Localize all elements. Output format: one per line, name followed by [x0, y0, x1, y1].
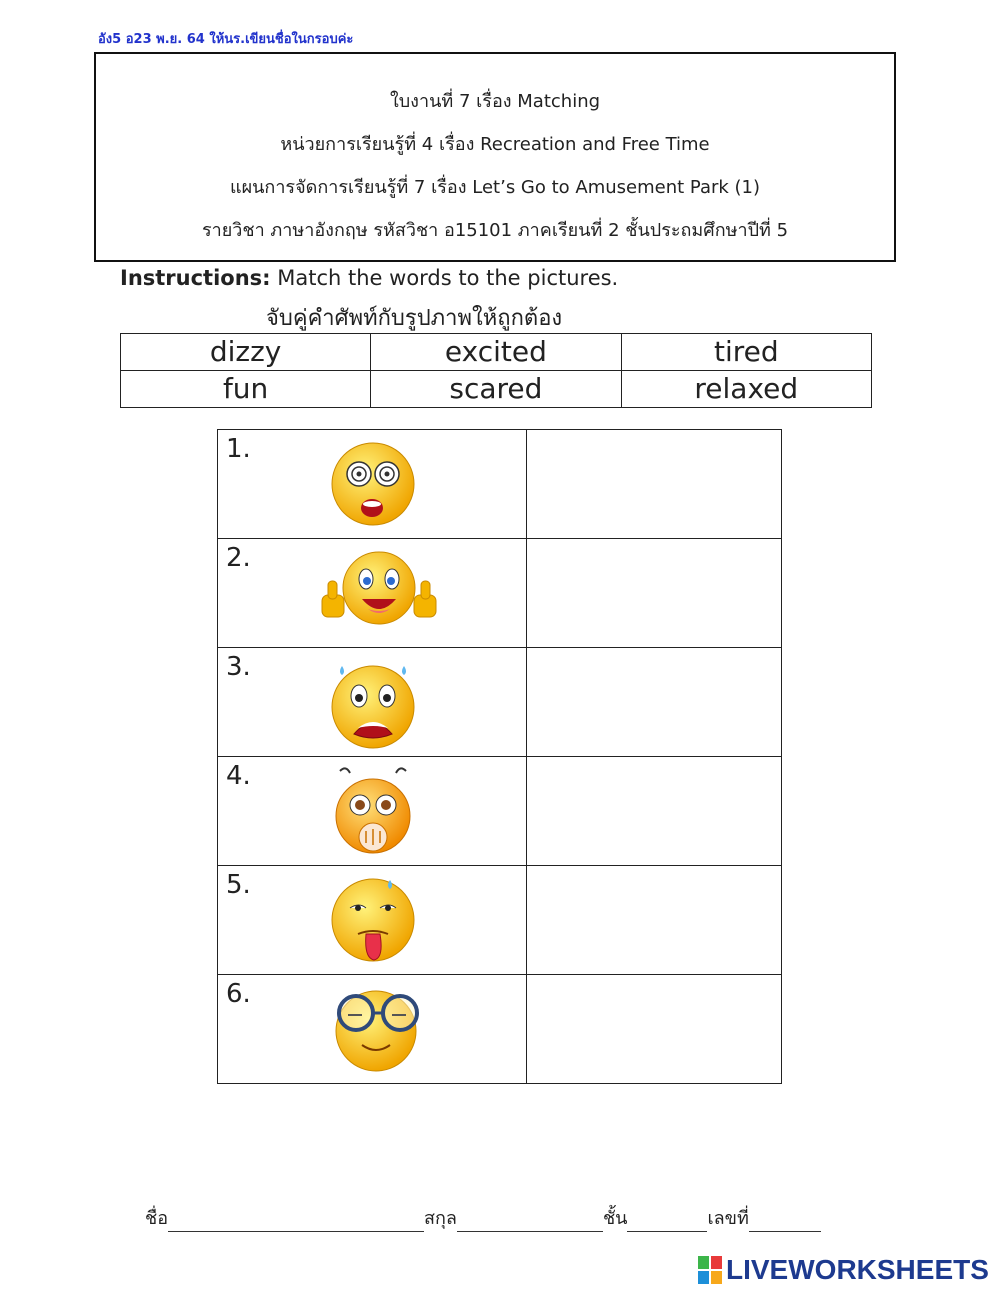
header-title: ใบงานที่ 7 เรื่อง Matching: [389, 91, 601, 112]
answer-cell[interactable]: [527, 757, 782, 866]
picture-cell: [218, 539, 527, 648]
relaxed-face-glasses-icon: [328, 979, 428, 1079]
instructions: [120, 266, 618, 290]
word-bank-row: [121, 334, 872, 371]
class-label: ชั้น: [602, 1208, 628, 1229]
table-row: [218, 757, 782, 866]
matching-table: [217, 429, 782, 1084]
number-label: เลขที่: [707, 1208, 749, 1229]
surname-field[interactable]: [457, 1211, 603, 1232]
student-info-footer: [145, 1203, 821, 1232]
thumbs-up-face-icon: [314, 543, 444, 639]
tired-face-icon: [328, 870, 418, 970]
word-bank-table: [120, 333, 872, 408]
word-bank-row: [121, 371, 872, 408]
header-subject: รายวิชา ภาษาอังกฤษ รหัสวิชา อ15101 ภาคเรียนที่ 2 ชั้นประถมศึกษาปีที่ 5: [201, 220, 789, 241]
item-number: 6.: [226, 979, 251, 1009]
word-fun[interactable]: fun: [121, 371, 371, 408]
name-label: ชื่อ: [145, 1208, 169, 1229]
worksheet-header: [94, 52, 896, 262]
answer-cell[interactable]: [527, 539, 782, 648]
class-field[interactable]: [627, 1211, 707, 1232]
brand-name: LIVEWORKSHEETS: [726, 1254, 989, 1285]
item-number: 1.: [226, 434, 251, 464]
answer-cell[interactable]: [527, 866, 782, 975]
dizzy-face-icon: [328, 434, 418, 530]
picture-cell: [218, 430, 527, 539]
table-row: [218, 648, 782, 757]
table-row: [218, 975, 782, 1084]
answer-cell[interactable]: [527, 975, 782, 1084]
item-number: 3.: [226, 652, 251, 682]
word-excited[interactable]: excited: [371, 334, 621, 371]
instructions-thai: จับคู่คำศัพท์กับรูปภาพให้ถูกต้อง: [266, 306, 563, 331]
picture-cell: [218, 866, 527, 975]
item-number: 4.: [226, 761, 251, 791]
word-relaxed[interactable]: relaxed: [621, 371, 871, 408]
word-scared[interactable]: scared: [371, 371, 621, 408]
picture-cell: [218, 757, 527, 866]
table-row: [218, 866, 782, 975]
picture-cell: [218, 648, 527, 757]
picture-cell: [218, 975, 527, 1084]
name-field[interactable]: [168, 1211, 424, 1232]
item-number: 5.: [226, 870, 251, 900]
answer-cell[interactable]: [527, 430, 782, 539]
item-number: 2.: [226, 543, 251, 573]
word-tired[interactable]: tired: [621, 334, 871, 371]
surname-label: สกุล: [424, 1208, 457, 1229]
table-row: [218, 430, 782, 539]
scared-face-icon: [328, 652, 418, 752]
liveworksheets-logo: [698, 1254, 989, 1286]
table-row: [218, 539, 782, 648]
teacher-note: อัง5 อ23 พ.ย. 64 ให้นร.เขียนชื่อในกรอบค่ะ: [98, 32, 354, 47]
excited-face-icon: [328, 761, 418, 861]
answer-cell[interactable]: [527, 648, 782, 757]
number-field[interactable]: [749, 1211, 821, 1232]
header-unit: หน่วยการเรียนรู้ที่ 4 เรื่อง Recreation and Free Time: [280, 134, 710, 155]
instructions-label: Instructions:: [120, 266, 271, 290]
liveworksheets-logo-icon: [698, 1256, 722, 1284]
header-plan: แผนการจัดการเรียนรู้ที่ 7 เรื่อง Let’s Go to Amusement Park (1): [229, 177, 761, 198]
word-dizzy[interactable]: dizzy: [121, 334, 371, 371]
instructions-text: Match the words to the pictures.: [270, 266, 619, 290]
